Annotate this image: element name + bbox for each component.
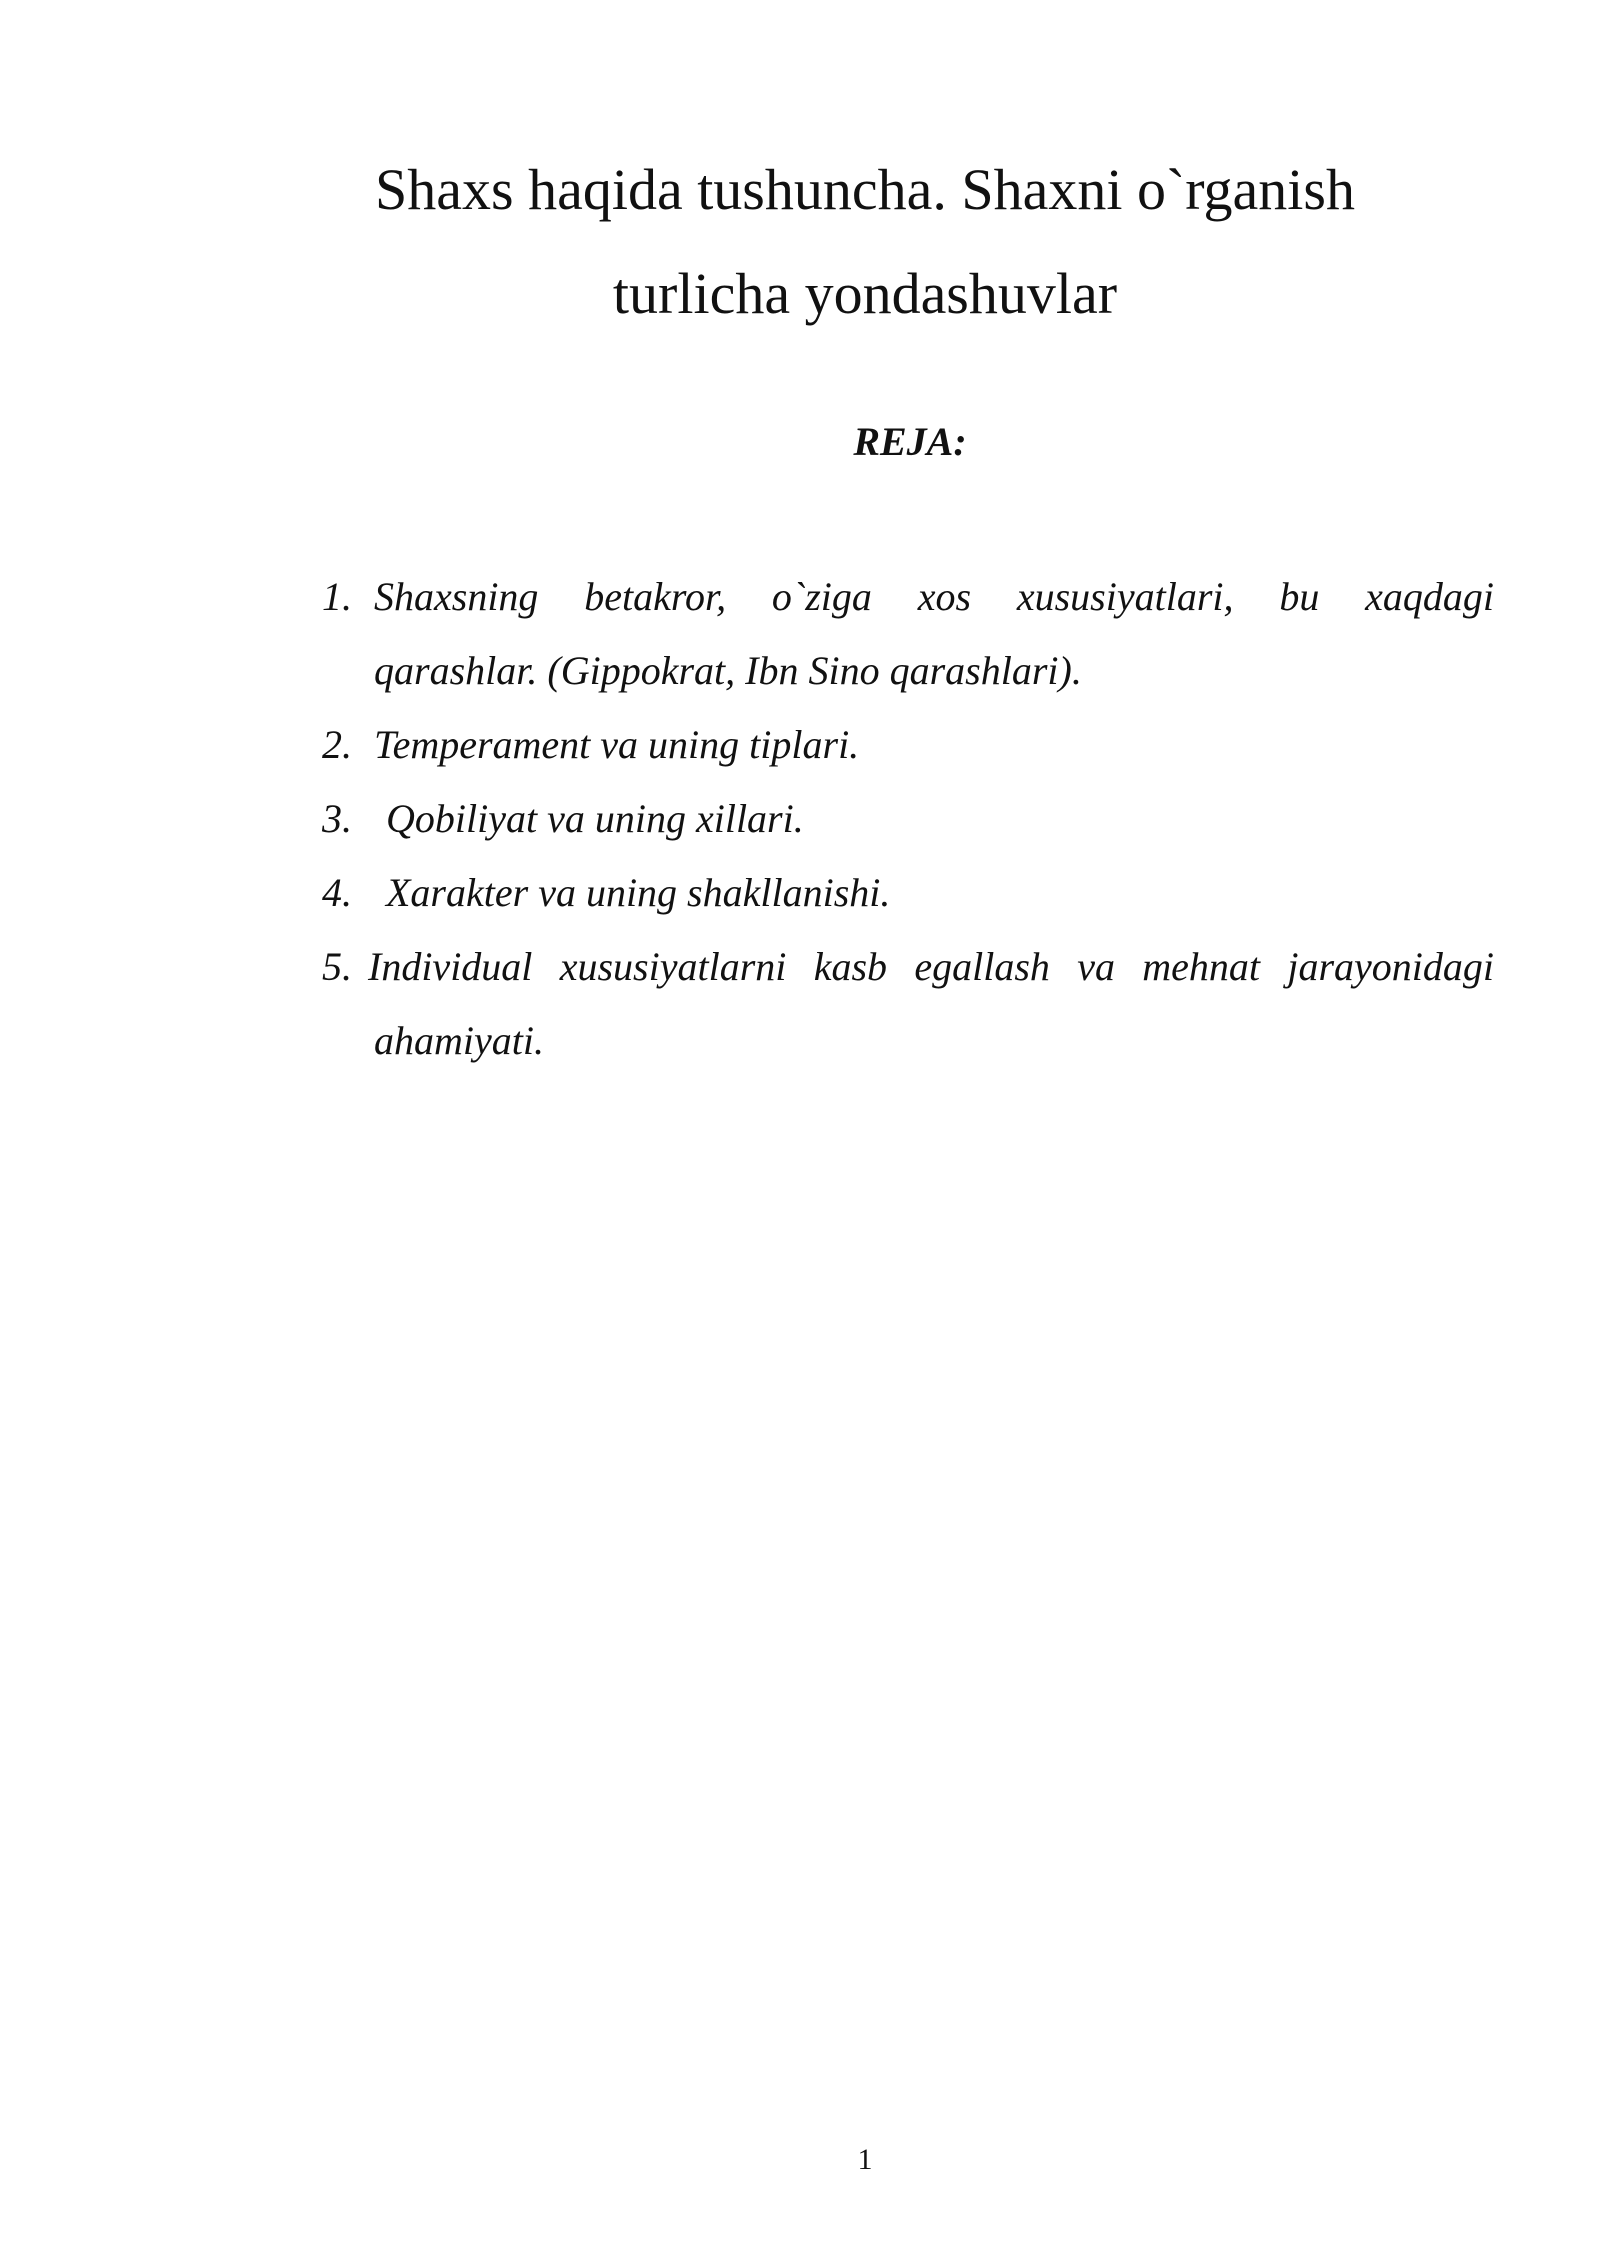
document-title — [200, 138, 1530, 346]
page-number: 1 — [857, 2143, 873, 2176]
plan-item-continuation: qarashlar. (Gippokrat, Ibn Sino qarashlari). — [374, 648, 1082, 693]
plan-heading: REJA: — [853, 419, 967, 464]
plan-item-text: Shaxsning betakror, o`ziga xos xususiyatlari, bu xaqdagi — [374, 574, 1494, 619]
plan-item — [322, 708, 1494, 782]
title-line-2: turlicha yondashuvlar — [612, 261, 1118, 326]
plan-item — [322, 782, 1494, 856]
plan-list — [322, 560, 1494, 1078]
plan-item-number: 3. — [322, 796, 352, 841]
title-line-1: Shaxs haqida tushuncha. Shaxni o`rganish — [375, 157, 1355, 222]
plan-item — [322, 560, 1494, 708]
plan-item — [322, 930, 1494, 1078]
plan-item — [322, 856, 1494, 930]
plan-item-number: 4. — [322, 870, 352, 915]
plan-item-number: 1. — [322, 574, 352, 619]
plan-item-number: 5. — [322, 944, 352, 989]
plan-item-continuation: ahamiyati. — [374, 1018, 544, 1063]
plan-item-text: Qobiliyat va uning xillari. — [386, 796, 804, 841]
plan-item-number: 2. — [322, 722, 352, 767]
plan-item-text: Temperament va uning tiplari. — [374, 722, 860, 767]
plan-item-text: Xarakter va uning shakllanishi. — [386, 870, 891, 915]
plan-item-text: Individual xususiyatlarni kasb egallash va mehnat jarayonidagi — [368, 944, 1494, 989]
